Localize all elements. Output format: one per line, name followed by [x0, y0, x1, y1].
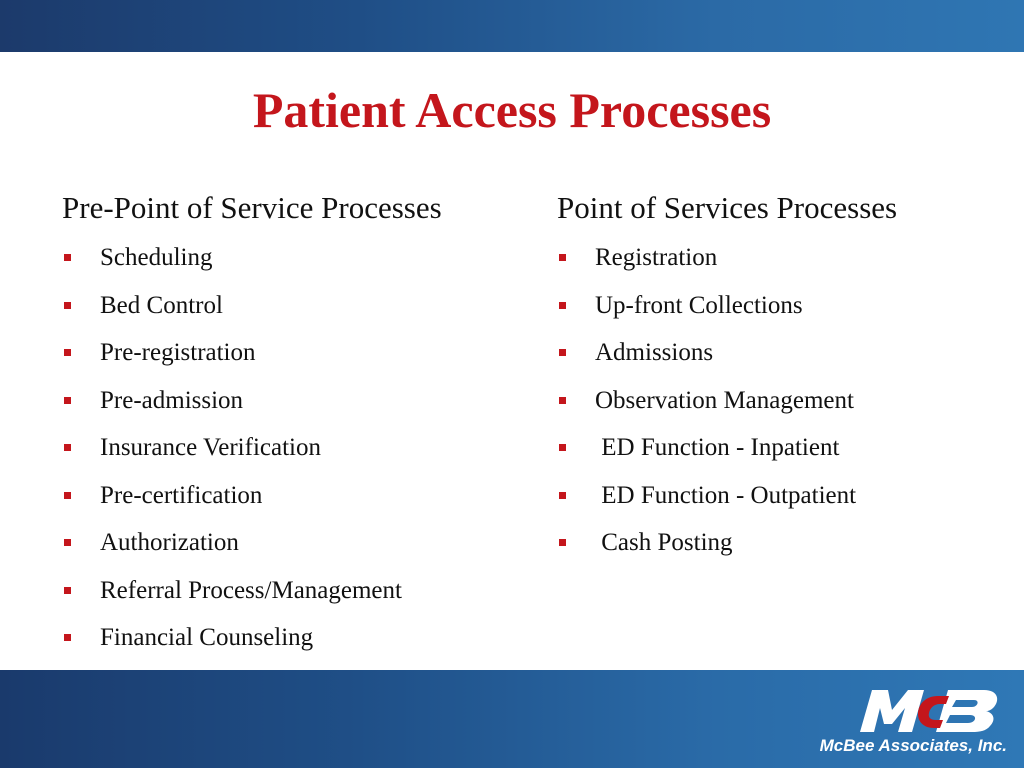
list-item-label: ED Function - Inpatient — [595, 434, 840, 461]
square-bullet-icon — [64, 254, 71, 261]
square-bullet-icon — [559, 302, 566, 309]
list-item-label: Registration — [595, 244, 718, 271]
square-bullet-icon — [64, 444, 71, 451]
square-bullet-icon — [64, 349, 71, 356]
list-item-label: Pre-admission — [100, 386, 244, 414]
list-item-label: Pre-certification — [100, 481, 263, 509]
square-bullet-icon — [559, 444, 566, 451]
top-header-band — [0, 0, 1024, 52]
list-item-label: Observation Management — [595, 386, 854, 414]
list-item — [62, 282, 522, 330]
list-item — [62, 329, 522, 377]
list-item — [557, 424, 997, 472]
list-item-label: Authorization — [100, 529, 239, 556]
left-bullet-list — [62, 234, 522, 662]
right-bullet-list — [557, 234, 997, 567]
list-item — [557, 282, 997, 330]
square-bullet-icon — [559, 539, 566, 546]
square-bullet-icon — [559, 492, 566, 499]
list-item — [62, 234, 522, 282]
list-item — [557, 234, 997, 282]
list-item-label: ED Function - Outpatient — [595, 481, 857, 509]
square-bullet-icon — [64, 587, 71, 594]
company-name: McBee Associates, Inc. — [819, 736, 1007, 755]
list-item-label: Referral Process/Management — [100, 576, 402, 604]
list-item — [557, 472, 997, 520]
list-item-label: Up-front Collections — [595, 291, 803, 319]
list-item-label: Admissions — [595, 339, 714, 366]
square-bullet-icon — [64, 539, 71, 546]
list-item-label: Financial Counseling — [100, 624, 314, 651]
mcbee-logo — [812, 688, 1007, 758]
square-bullet-icon — [64, 492, 71, 499]
list-item-label: Pre-registration — [100, 339, 256, 366]
list-item — [62, 424, 522, 472]
list-item-label: Insurance Verification — [100, 434, 321, 461]
mcb-logo-mark-icon — [852, 688, 1002, 732]
list-item — [62, 519, 522, 567]
list-item — [62, 567, 522, 615]
square-bullet-icon — [64, 397, 71, 404]
square-bullet-icon — [64, 302, 71, 309]
list-item — [557, 377, 997, 425]
list-item-label: Scheduling — [100, 244, 213, 271]
list-item — [557, 519, 997, 567]
left-column-heading: Pre-Point of Service Processes — [62, 190, 442, 225]
left-column — [62, 188, 522, 662]
slide-title: Patient Access Processes — [252, 82, 772, 138]
list-item — [557, 329, 997, 377]
right-column — [557, 188, 997, 567]
list-item — [62, 614, 522, 662]
list-item-label: Cash Posting — [595, 529, 733, 556]
right-column-heading: Point of Services Processes — [557, 190, 898, 225]
square-bullet-icon — [559, 397, 566, 404]
square-bullet-icon — [64, 634, 71, 641]
list-item-label: Bed Control — [100, 291, 223, 319]
list-item — [62, 472, 522, 520]
square-bullet-icon — [559, 254, 566, 261]
list-item — [62, 377, 522, 425]
square-bullet-icon — [559, 349, 566, 356]
